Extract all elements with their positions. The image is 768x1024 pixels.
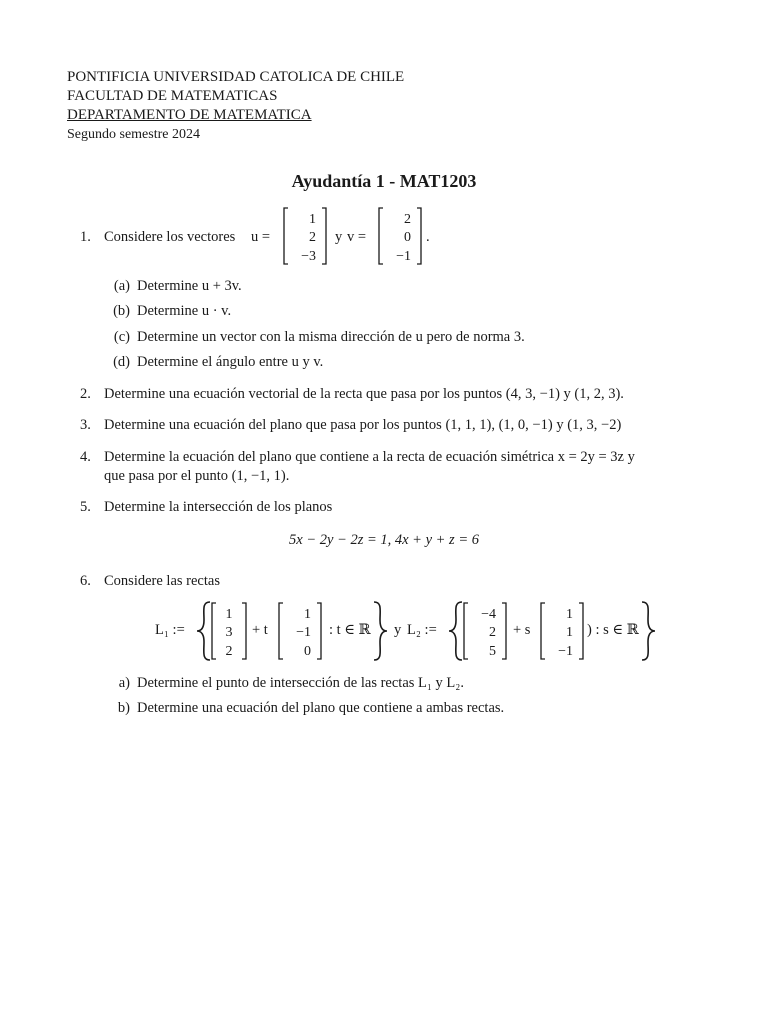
- sub-d-label: (d): [113, 354, 130, 370]
- L1-point-1: 1: [225, 607, 233, 622]
- sub-c-label: (c): [113, 329, 130, 345]
- L2-dir-2: 1: [566, 625, 573, 640]
- L2-dir-1: 1: [566, 607, 573, 622]
- L1-dir-1: 1: [304, 607, 311, 622]
- sub-6b-label: b): [117, 700, 130, 716]
- period: .: [426, 229, 430, 245]
- and-word: y: [335, 229, 343, 245]
- u-component-1: 1: [309, 212, 316, 227]
- L1-label: L₁ :=: [155, 622, 185, 638]
- sub-a-label: (a): [113, 278, 130, 294]
- L2-param: ) : s ∈ ℝ: [587, 622, 639, 638]
- L2-point-1: −4: [481, 607, 496, 622]
- L1-point-3: 2: [225, 644, 233, 659]
- L1-right-brace-icon: [370, 600, 390, 662]
- sub-a-text: Determine u + 3v.: [137, 278, 242, 294]
- problem-2-text: Determine una ecuación vectorial de la recta que pasa por los puntos (4, 3, −1) y (1, 2, 3).: [104, 386, 624, 402]
- v-component-3: −1: [396, 249, 411, 264]
- semester-label: Segundo semestre 2024: [67, 127, 200, 142]
- L2-point-3: 5: [489, 644, 496, 659]
- L2-point-vector: [461, 600, 509, 662]
- v-label: v =: [347, 229, 367, 245]
- L2-point-2: 2: [489, 625, 496, 640]
- v-vector: [376, 205, 424, 267]
- u-vector: [281, 205, 329, 267]
- sub-6b-text: Determine una ecuación del plano que contiene a ambas rectas.: [137, 700, 505, 716]
- v-component-2: 0: [404, 230, 411, 245]
- L1-point-2: 3: [225, 625, 233, 640]
- L1-dir-2: −1: [296, 625, 311, 640]
- u-component-3: −3: [301, 249, 316, 264]
- L2-label: L₂ :=: [407, 622, 437, 638]
- problem-1-number: 1.: [80, 229, 91, 245]
- department-name: DEPARTAMENTO DE MATEMATICA: [67, 107, 312, 123]
- u-label: u =: [251, 229, 271, 245]
- v-component-1: 2: [404, 212, 411, 227]
- sub-b-label: (b): [113, 303, 130, 319]
- problem-4-number: 4.: [80, 449, 91, 465]
- problem-5-text: Determine la intersección de los planos: [104, 499, 333, 515]
- L2-dir-3: −1: [558, 644, 573, 659]
- problem-4-line-2: que pasa por el punto (1, −1, 1).: [104, 468, 290, 484]
- problem-6-text: Considere las rectas: [104, 573, 220, 589]
- L1-point-vector: [209, 600, 249, 662]
- sub-c-text: Determine un vector con la misma dirección de u pero de norma 3.: [137, 329, 525, 345]
- u-component-2: 2: [309, 230, 316, 245]
- L1-plus-t: + t: [252, 622, 268, 638]
- problem-3-number: 3.: [80, 417, 91, 433]
- problem-2-number: 2.: [80, 386, 91, 402]
- university-name: PONTIFICIA UNIVERSIDAD CATOLICA DE CHILE: [67, 69, 405, 85]
- and-word-2: y: [394, 622, 402, 638]
- sub-6a-label: a): [118, 675, 130, 691]
- planes-equation: 5x − 2y − 2z = 1, 4x + y + z = 6: [289, 532, 479, 548]
- problem-1-text: Considere los vectores: [104, 229, 236, 245]
- sub-d-text: Determine el ángulo entre u y v.: [137, 354, 324, 370]
- faculty-name: FACULTAD DE MATEMATICAS: [67, 88, 278, 104]
- L1-direction-vector: [276, 600, 324, 662]
- problem-6-number: 6.: [80, 573, 91, 589]
- L2-direction-vector: [538, 600, 586, 662]
- problem-5-number: 5.: [80, 499, 91, 515]
- L1-param: : t ∈ ℝ: [329, 622, 371, 638]
- problem-3-text: Determine una ecuación del plano que pasa por los puntos (1, 1, 1), (1, 0, −1) y (1, 3, −2): [104, 417, 622, 433]
- document-title: Ayudantía 1 - MAT1203: [291, 171, 477, 191]
- L2-right-brace-icon: [638, 600, 658, 662]
- problem-4-line-1: Determine la ecuación del plano que contiene a la recta de ecuación simétrica x = 2y = 3z y: [104, 449, 635, 465]
- sub-b-text: Determine u · v.: [137, 303, 232, 319]
- sub-6a-text: Determine el punto de intersección de las rectas L₁ y L₂.: [137, 675, 464, 691]
- L1-dir-3: 0: [304, 644, 311, 659]
- L2-plus-s: + s: [513, 622, 531, 638]
